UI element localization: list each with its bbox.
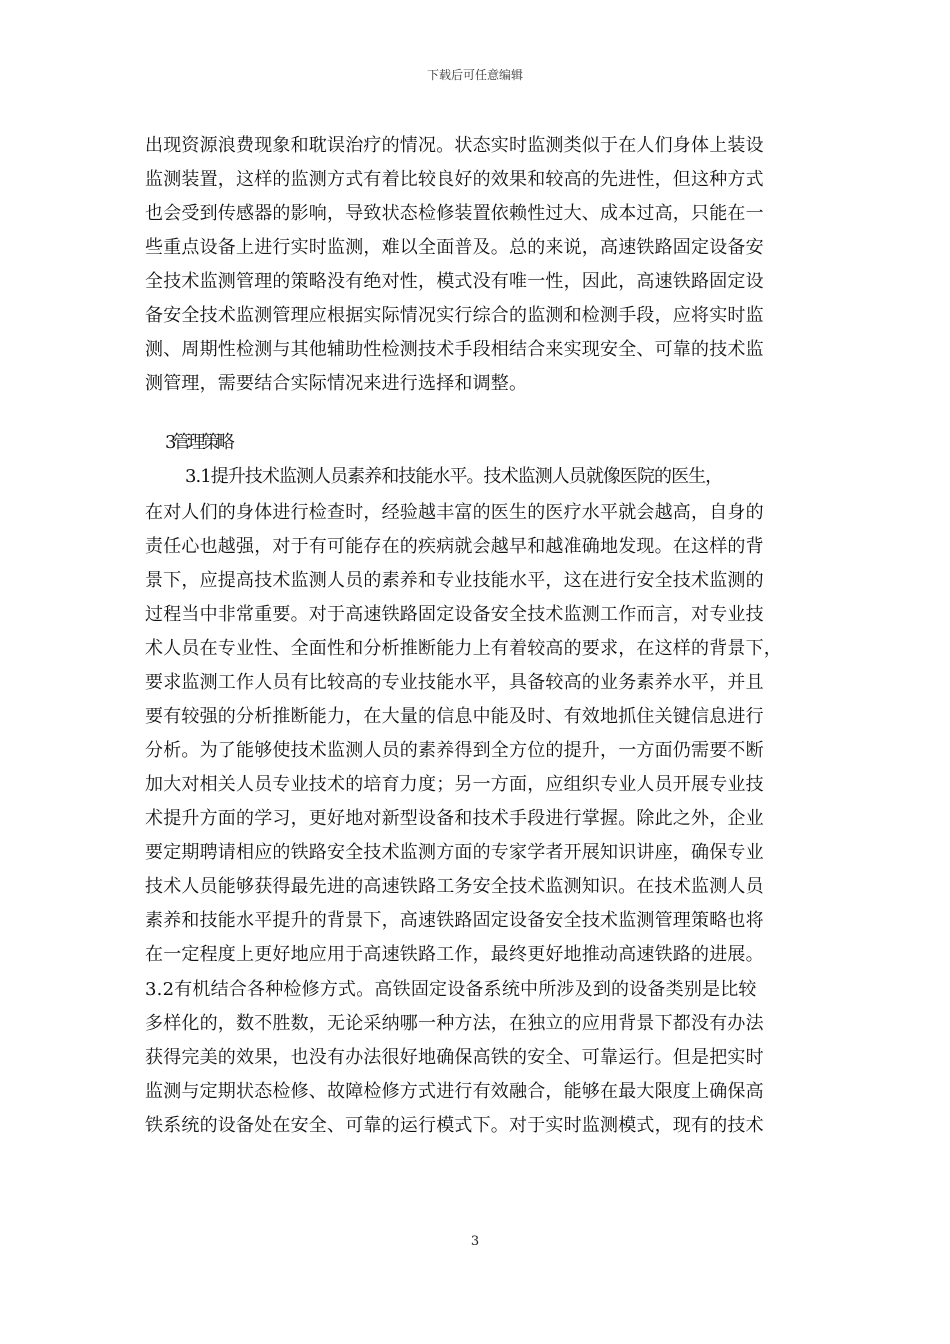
section-heading: 3管理策略: [165, 432, 232, 453]
text-line: 多样化的，数不胜数，无论采纳哪一种方法，在独立的应用背景下都没有办法: [145, 1013, 764, 1034]
text-line: 责任心也越强，对于有可能存在的疾病就会越早和越准确地发现。在这样的背: [145, 536, 764, 557]
text-line: 要定期聘请相应的铁路安全技术监测方面的专家学者开展知识讲座，确保专业: [145, 842, 764, 863]
subsection-heading-line: 3.2有机结合各种检修方式。高铁固定设备系统中所涉及到的设备类别是比较: [145, 979, 757, 1000]
text-line: 全技术监测管理的策略没有绝对性，模式没有唯一性，因此，高速铁路固定设: [145, 271, 764, 292]
text-line: 术人员在专业性、全面性和分析推断能力上有着较高的要求，在这样的背景下，: [145, 638, 782, 659]
text-line: 测管理，需要结合实际情况来进行选择和调整。: [145, 373, 528, 394]
page-number: 3: [470, 1234, 480, 1249]
text-line: 在一定程度上更好地应用于高速铁路工作，最终更好地推动高速铁路的进展。: [145, 944, 764, 965]
text-line: 分析。为了能够使技术监测人员的素养得到全方位的提升，一方面仍需要不断: [145, 740, 764, 761]
text-line: 景下，应提高技术监测人员的素养和专业技能水平，这在进行安全技术监测的: [145, 570, 764, 591]
subsection-heading-line: 3.1提升技术监测人员素养和技能水平。技术监测人员就像医院的医生，: [185, 466, 723, 487]
text-line: 监测装置，这样的监测方式有着比较良好的效果和较高的先进性，但这种方式: [145, 169, 764, 190]
text-line: 些重点设备上进行实时监测，难以全面普及。总的来说，高速铁路固定设备安: [145, 237, 764, 258]
text-line: 术提升方面的学习，更好地对新型设备和技术手段进行掌握。除此之外，企业: [145, 808, 764, 829]
text-line: 要有较强的分析推断能力，在大量的信息中能及时、有效地抓住关键信息进行: [145, 706, 764, 727]
text-line: 要求监测工作人员有比较高的专业技能水平，具备较高的业务素养水平，并且: [145, 672, 764, 693]
text-line: 过程当中非常重要。对于高速铁路固定设备安全技术监测工作而言，对专业技: [145, 604, 764, 625]
text-line: 备安全技术监测管理应根据实际情况实行综合的监测和检测手段，应将实时监: [145, 305, 764, 326]
text-line: 出现资源浪费现象和耽误治疗的情况。状态实时监测类似于在人们身体上装设: [145, 135, 764, 156]
text-line: 铁系统的设备处在安全、可靠的运行模式下。对于实时监测模式，现有的技术: [145, 1115, 764, 1136]
text-line: 加大对相关人员专业技术的培育力度；另一方面，应组织专业人员开展专业技: [145, 774, 764, 795]
text-line: 在对人们的身体进行检查时，经验越丰富的医生的医疗水平就会越高，自身的: [145, 502, 764, 523]
text-line: 测、周期性检测与其他辅助性检测技术手段相结合来实现安全、可靠的技术监: [145, 339, 764, 360]
text-line: 监测与定期状态检修、故障检修方式进行有效融合，能够在最大限度上确保高: [145, 1081, 764, 1102]
text-line: 技术人员能够获得最先进的高速铁路工务安全技术监测知识。在技术监测人员: [145, 876, 764, 897]
page-header: 下载后可任意编辑: [426, 68, 523, 82]
text-line: 素养和技能水平提升的背景下，高速铁路固定设备安全技术监测管理策略也将: [145, 910, 764, 931]
text-line: 也会受到传感器的影响，导致状态检修装置依赖性过大、成本过高，只能在一: [145, 203, 764, 224]
text-line: 获得完美的效果，也没有办法很好地确保高铁的安全、可靠运行。但是把实时: [145, 1047, 764, 1068]
